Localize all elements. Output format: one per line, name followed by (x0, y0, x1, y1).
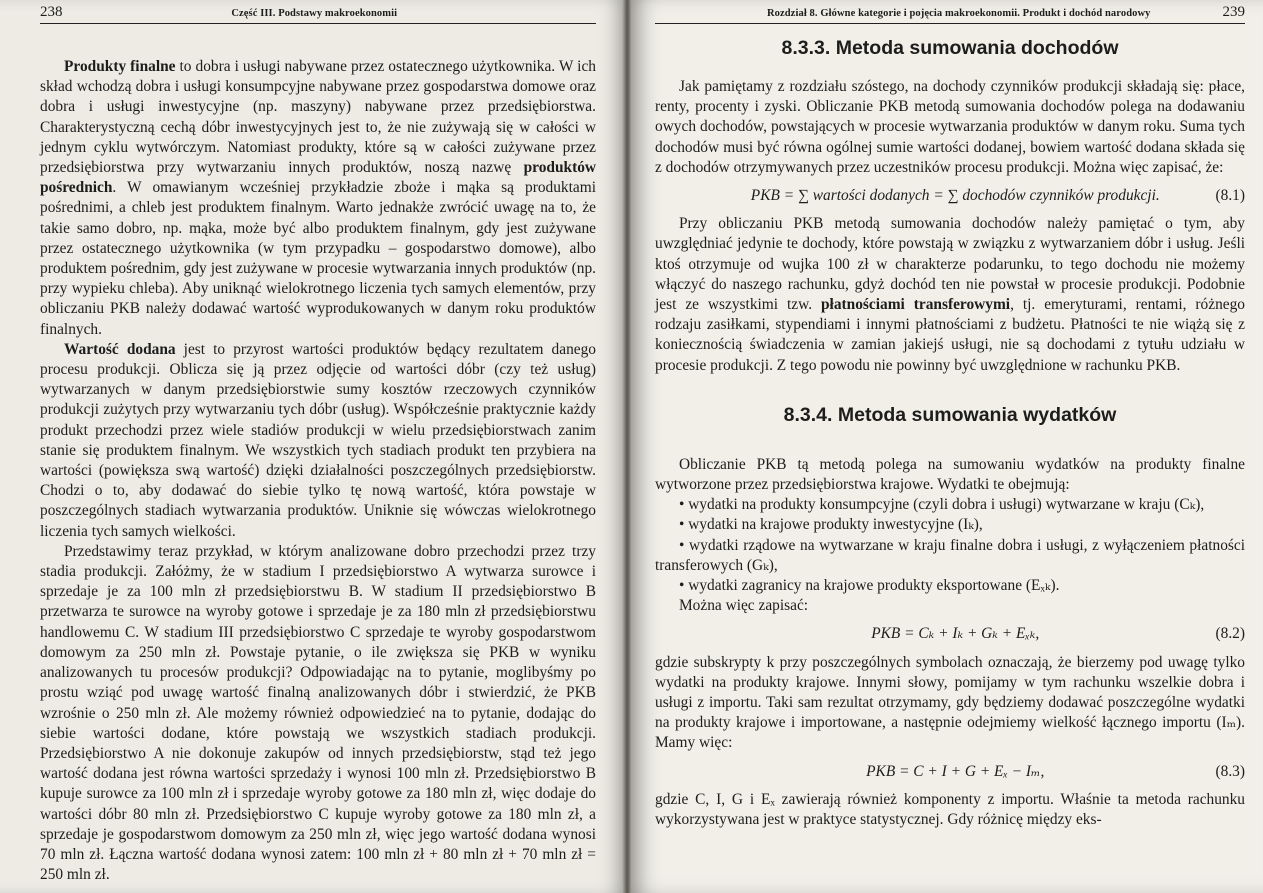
formula-8-3: PKB = C + I + G + Eₓ − Iₘ, (8.3) (655, 762, 1245, 782)
section-heading: 8.3.3. Metoda sumowania dochodów (781, 37, 1119, 59)
paragraph-lead: Można więc zapisać: (679, 597, 809, 615)
paragraph-income-method: Jak pamiętamy z rozdziału szóstego, na dochody czynników produkcji składają się: płace, renty, procenty i zyski. Obliczanie PKB metodą sumowania dochodów polega na dodawaniu owych dochodów, powstających w procesie wytwarzania produktów w danym roku. Suma tych dochodów musi być równa ogólnej sumie wartości dodanej, bowiem wartość dodana składa się z dochodów otrzymywanych przez uczestników procesu produkcji. Można więc zapisać, że: (655, 78, 1245, 176)
section-heading: 8.3.4. Metoda sumowania wydatków (783, 403, 1117, 426)
running-head: Część III. Podstawy makroekonomii (231, 8, 398, 19)
page-number: 238 (40, 4, 63, 20)
list-item: • wydatki zagranicy na krajowe produkty eksportowane (Eₓₖ). (655, 576, 1245, 596)
list-item: • wydatki na krajowe produkty inwestycyjne (Iₖ), (655, 515, 1245, 535)
paragraph-import-components: gdzie C, I, G i Eₓ zawierają również komponenty z importu. Właśnie ta metoda rachunku wykorzystywana jest w praktyce statystycznej. Gdy różnicę między eks- (655, 790, 1245, 829)
paragraph-example: Przedstawimy teraz przykład, w którym analizowane dobro przechodzi przez trzy stadia produkcji. Załóżmy, że w stadium I przedsiębiorstwo A wytwarza surowce i sprzedaje je za 100 mln zł przedsiębiorstwu B. W stadium II przedsiębiorstwo B przetwarza te surowce na wyroby gotowe i sprzedaje je za 180 mln zł przedsiębiorstwu handlowemu C. W stadium III przedsiębiorstwo C sprzedaje te wyroby gospodarstwom domowym za 250 mln zł. Powstaje pytanie, o ile zwiększa się PKB w wyniku analizowanych tu procesów produkcji? Odpowiadając na to pytanie, moglibyśmy po prostu wziąć pod uwagę wartość finalną analizowanych dóbr i stwierdzić, że PKB wzrośnie o 250 mln zł. Ale możemy również odpowiedzieć na to pytanie, dodając do siebie wartości dodane, które powstają we wszystkich stadiach produkcji. Przedsiębiorstwo A nie dokonuje zakupów od innych przedsiębiorstw, stąd też jego wartość dodana jest równa wartości sprzedaży i wynosi 100 mln zł. Przedsiębiorstwo B kupuje surowce za 100 mln zł i sprzedaje wyroby gotowe za 180 mln zł, więc dodaje do wartości dóbr 80 mln zł. Przedsiębiorstwo C kupuje wyroby gotowe za 180 mln zł, a sprzedaje je gospodarstwom domowym za 250 mln zł, więc jego wartość dodana wynosi 70 mln zł. Łączna wartość dodana wynosi zatem: 100 mln zł + 80 mln zł + 70 mln zł = 250 mln zł. (40, 542, 596, 884)
page-number: 239 (1222, 4, 1245, 20)
paragraph-expenditure-intro: Obliczanie PKB tą metodą polega na sumowaniu wydatków na produkty finalne wytworzone przez przedsiębiorstwa krajowe. Wydatki te obejmują: (655, 455, 1245, 494)
list-item: • wydatki rządowe na wytwarzane w kraju finalne dobra i usługi, z wyłączeniem płatności transferowych (Gₖ), (655, 536, 1245, 576)
formula-8-1: PKB = ∑ wartości dodanych = ∑ dochodów czynników produkcji. (8.1) (655, 186, 1245, 206)
paragraph-value-added: Wartość dodana jest to przyrost wartości produktów będący rezultatem danego procesu produkcji. Oblicza się ją przez odjęcie od wartości dóbr (czy też usług) wytwarzanych w danym przedsiębiorstwie sumy kosztów rzeczowych czynników produkcji zużytych przy wytwarzaniu tych dóbr (usług). Współcześnie praktycznie każdy produkt przechodzi przez wiele stadiów produkcji w wielu przedsiębiorstwach zanim stanie się produktem finalnym. We wszystkich tych stadiach produkt ten przybiera na wartości (powiększa swą wartość) dzięki działalności poszczególnych przedsiębiorstw. Chodzi o to, aby dodawać do siebie tylko tę nową wartość, która powstaje w poszczególnych stadiach wytwarzania produktów. Uniknie się wówczas wielokrotnego liczenia tych samych wielkości. (40, 340, 596, 540)
left-page-header (40, 4, 596, 24)
list-item: • wydatki na produkty konsumpcyjne (czyli dobra i usługi) wytwarzane w kraju (Cₖ), (655, 495, 1245, 515)
right-page-header (655, 4, 1245, 24)
formula-8-2: PKB = Cₖ + Iₖ + Gₖ + Eₓₖ, (8.2) (655, 624, 1245, 644)
formula-number: (8.3) (1215, 762, 1245, 780)
right-page (631, 0, 1263, 893)
paragraph-subscripts: gdzie subskrypty k przy poszczególnych symbolach oznaczają, że bierzemy pod uwagę tylko wydatki na produkty krajowe. Innymi słowy, pomijamy w tym rachunku wszelkie dobra i usługi z importu. Taki sam rezultat otrzymamy, gdy będziemy dodawać poszczególne wydatki na produkty krajowe i importowane, a następnie odejmiemy wielkość łącznego importu (Iₘ). Mamy więc: (655, 653, 1245, 752)
formula-number: (8.2) (1215, 625, 1245, 643)
paragraph-transfer-payments: Przy obliczaniu PKB metodą sumowania dochodów należy pamiętać o tym, aby uwzględniać jedynie te dochody, które powstają w związku z wytwarzaniem dóbr i usług. Jeśli ktoś otrzymuje od wujka 100 zł w charakterze podarunku, to tego dochodu nie możemy włączyć do naszego rachunku, gdyż dochód ten nie powstał w procesie produkcji. Podobnie jest ze wszystkimi tzw. płatnościami transferowymi, tj. emeryturami, rentami, różnego rodzaju zasiłkami, stypendiami i innymi płatnościami z budżetu. Płatności te nie wiążą się z koniecznością świadczenia w zamian jakiejś usługi, nie są dochodami z tytułu udziału w procesie produkcji. Z tego powodu nie powinny być uwzględnione w rachunku PKB. (655, 215, 1245, 374)
running-head: Rozdział 8. Główne kategorie i pojęcia makroekonomii. Produkt i dochód narodowy (766, 8, 1151, 19)
formula-number: (8.1) (1215, 187, 1245, 205)
left-page (0, 0, 624, 893)
paragraph-final-products: Produkty finalne to dobra i usługi nabywane przez ostatecznego użytkownika. W ich skład wchodzą dobra i usługi konsumpcyjne nabywane przez gospodarstwa domowe oraz dobra i usługi inwestycyjne (np. maszyny) nabywane przez przedsiębiorstwa. Charakterystyczną cechą dóbr inwestycyjnych jest to, że nie zużywają się w całości w jednym cyklu wytwórczym. Natomiast produkty, które są w całości zużywane przez przedsiębiorstwa przy wytwarzaniu innych produktów, noszą nazwę produktów pośrednich. W omawianym wcześniej przykładzie zboże i mąka są produktami pośrednimi, a chleb jest produktem finalnym. Warto jednakże zwrócić uwagę na to, że takie samo dobro, np. mąka, może być albo produktem finalnym, gdy jest zużywane przez ostatecznego użytkownika (w tym przypadku – gospodarstwo domowe), albo produktem pośrednim, gdy jest zużywane w procesie wytwarzania innych produktów (np. przy wypieku chleba). Aby uniknąć wielokrotnego liczenia tych samych elementów, przy obliczaniu PKB należy dodawać wartość wyprodukowanych w danym roku produktów finalnych. (40, 58, 596, 338)
